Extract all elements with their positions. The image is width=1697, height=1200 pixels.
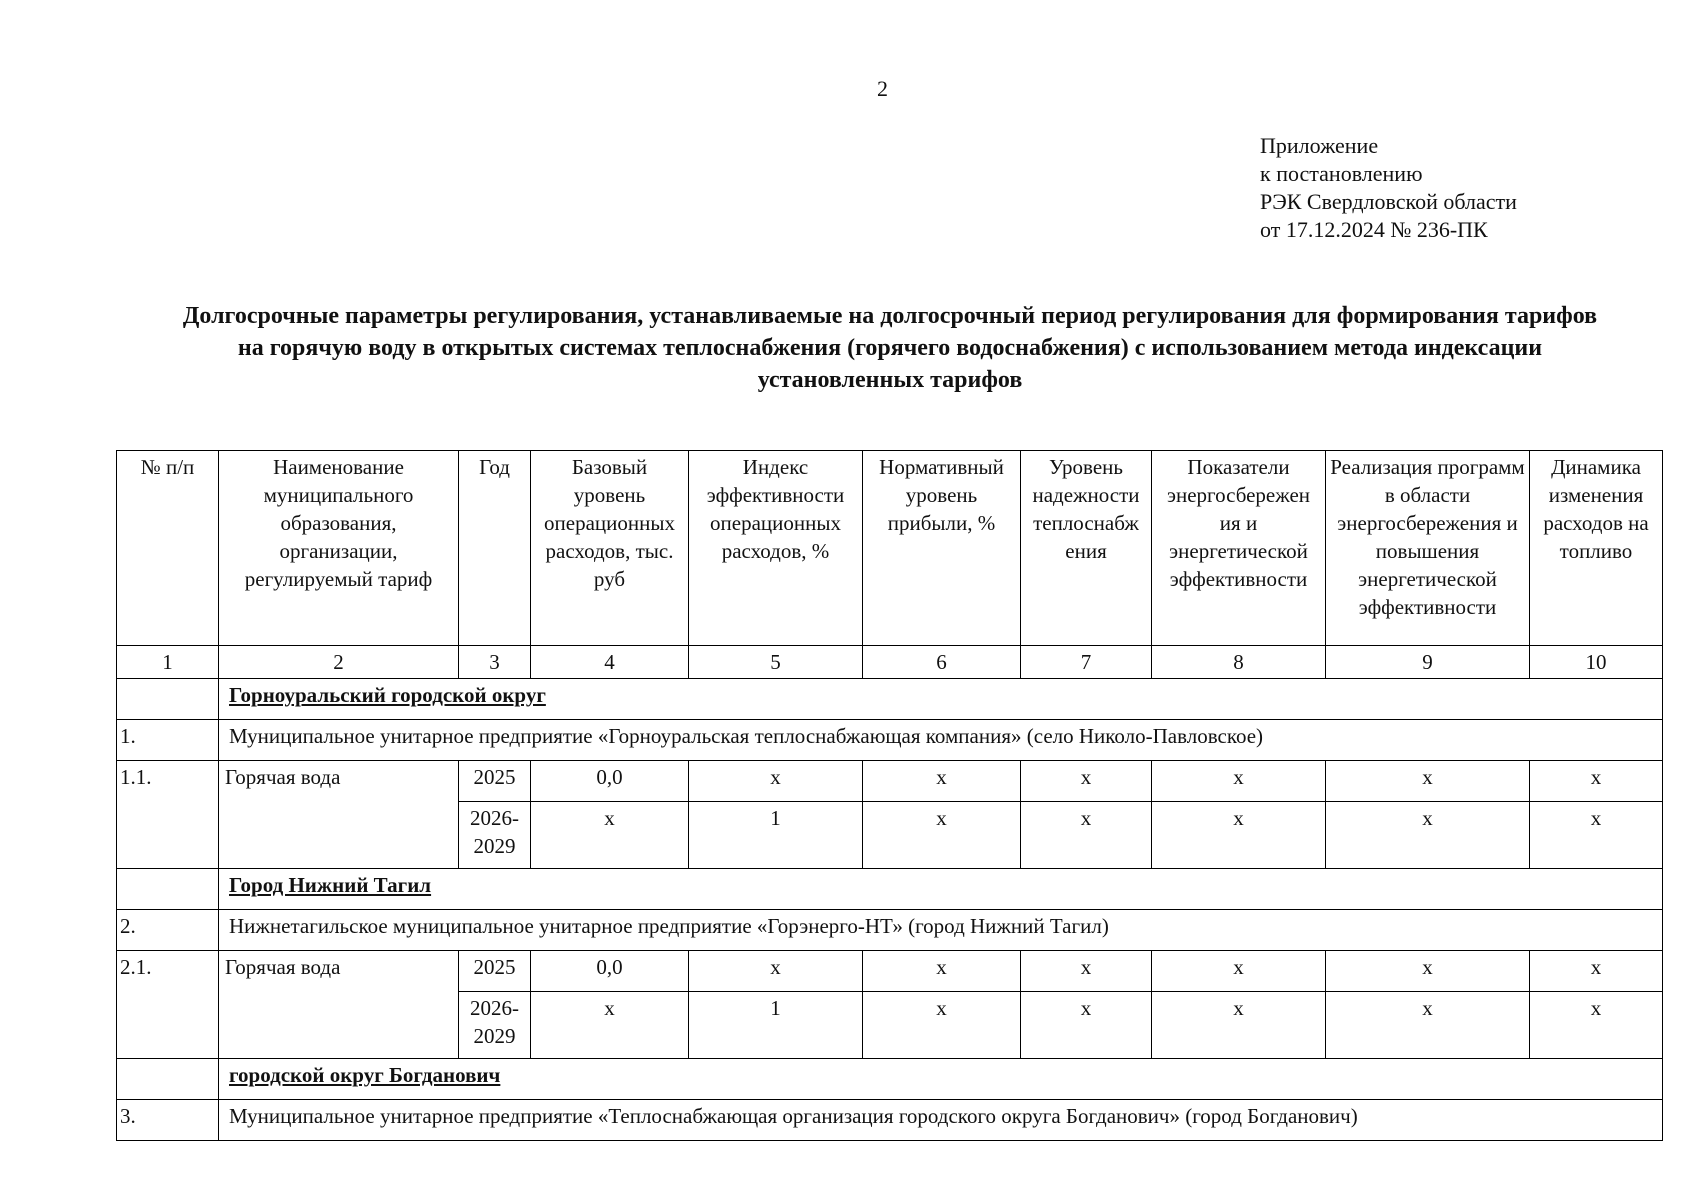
header-cell: Реализация программ в области энергосбережения и повышения энергетической эффективности bbox=[1326, 451, 1530, 646]
year-cell: 2026-2029 bbox=[459, 802, 531, 869]
organization-row bbox=[117, 1100, 1663, 1141]
value-cell: x bbox=[1530, 761, 1663, 802]
value-cell: x bbox=[1021, 951, 1152, 992]
column-number: 10 bbox=[1530, 646, 1663, 679]
value-cell: x bbox=[863, 802, 1021, 869]
value-cell: x bbox=[689, 951, 863, 992]
value-cell: x bbox=[1326, 761, 1530, 802]
value-cell: x bbox=[1326, 992, 1530, 1059]
header-cell: Базовый уровень операционных расходов, тыс. руб bbox=[531, 451, 689, 646]
header-cell: Динамика изменения расходов на топливо bbox=[1530, 451, 1663, 646]
organization-number: 3. bbox=[117, 1100, 219, 1141]
municipality-row bbox=[117, 869, 1663, 910]
municipality-name: городской округ Богданович bbox=[219, 1059, 1663, 1100]
municipality-row bbox=[117, 679, 1663, 720]
municipality-row bbox=[117, 1059, 1663, 1100]
appendix-block bbox=[1260, 132, 1517, 244]
value-cell: x bbox=[1021, 992, 1152, 1059]
organization-name: Нижнетагильское муниципальное унитарное предприятие «Горэнерго-НТ» (город Нижний Тагил) bbox=[219, 910, 1663, 951]
header-cell: Индекс эффективности операционных расходов, % bbox=[689, 451, 863, 646]
organization-row bbox=[117, 720, 1663, 761]
column-number-row bbox=[117, 646, 1663, 679]
header-cell: Уровень надежности теплоснабж ения bbox=[1021, 451, 1152, 646]
item-number: 1.1. bbox=[117, 761, 219, 869]
header-row bbox=[117, 451, 1663, 646]
value-cell: x bbox=[863, 761, 1021, 802]
year-cell: 2025 bbox=[459, 951, 531, 992]
value-cell: 0,0 bbox=[531, 951, 689, 992]
value-cell: 1 bbox=[689, 802, 863, 869]
year-cell: 2025 bbox=[459, 761, 531, 802]
organization-row bbox=[117, 910, 1663, 951]
value-cell: x bbox=[863, 951, 1021, 992]
header-cell: Год bbox=[459, 451, 531, 646]
tariff-name: Горячая вода bbox=[219, 761, 459, 869]
column-number: 7 bbox=[1021, 646, 1152, 679]
municipality-name: Горноуральский городской округ bbox=[219, 679, 1663, 720]
document-title: Долгосрочные параметры регулирования, устанавливаемые на долгосрочный период регулирования для формирования тарифов на горячую воду в открытых системах теплоснабжения (горячего водоснабжения) с использованием метода индексации установленных тарифов bbox=[182, 303, 1598, 393]
header-cell: Показатели энергосбережен ия и энергетической эффективности bbox=[1152, 451, 1326, 646]
value-cell: x bbox=[1152, 992, 1326, 1059]
value-cell: x bbox=[1326, 802, 1530, 869]
appendix-date-line: от 17.12.2024 № 236-ПК bbox=[1260, 217, 1488, 242]
column-number: 9 bbox=[1326, 646, 1530, 679]
value-cell: x bbox=[1530, 992, 1663, 1059]
value-cell: x bbox=[863, 992, 1021, 1059]
value-cell: x bbox=[1152, 802, 1326, 869]
value-cell: x bbox=[689, 761, 863, 802]
appendix-line: РЭК Свердловской области bbox=[1260, 189, 1517, 214]
year-cell: 2026-2029 bbox=[459, 992, 531, 1059]
municipality-name: Город Нижний Тагил bbox=[219, 869, 1663, 910]
column-number: 8 bbox=[1152, 646, 1326, 679]
organization-name: Муниципальное унитарное предприятие «Горноуральская теплоснабжающая компания» (село Николо-Павловское) bbox=[219, 720, 1663, 761]
column-number: 1 bbox=[117, 646, 219, 679]
value-cell: 1 bbox=[689, 992, 863, 1059]
column-number: 4 bbox=[531, 646, 689, 679]
column-number: 5 bbox=[689, 646, 863, 679]
value-cell: x bbox=[1021, 802, 1152, 869]
value-cell: x bbox=[1326, 951, 1530, 992]
value-cell: x bbox=[1152, 951, 1326, 992]
organization-number: 2. bbox=[117, 910, 219, 951]
column-number: 6 bbox=[863, 646, 1021, 679]
column-number: 2 bbox=[219, 646, 459, 679]
page-number: 2 bbox=[877, 76, 888, 101]
item-number: 2.1. bbox=[117, 951, 219, 1059]
column-number: 3 bbox=[459, 646, 531, 679]
value-cell: 0,0 bbox=[531, 761, 689, 802]
organization-number: 1. bbox=[117, 720, 219, 761]
value-cell: x bbox=[531, 992, 689, 1059]
value-cell: x bbox=[1021, 761, 1152, 802]
appendix-line: Приложение bbox=[1260, 133, 1379, 158]
tariff-name: Горячая вода bbox=[219, 951, 459, 1059]
value-cell: x bbox=[1152, 761, 1326, 802]
value-cell: x bbox=[1530, 951, 1663, 992]
appendix-line: к постановлению bbox=[1260, 161, 1423, 186]
parameters-table bbox=[116, 450, 1663, 1141]
header-cell: № п/п bbox=[117, 451, 219, 646]
table-row bbox=[117, 761, 1663, 802]
header-cell: Наименование муниципального образования, организации, регулируемый тариф bbox=[219, 451, 459, 646]
header-cell: Нормативный уровень прибыли, % bbox=[863, 451, 1021, 646]
value-cell: x bbox=[1530, 802, 1663, 869]
table-row bbox=[117, 951, 1663, 992]
value-cell: x bbox=[531, 802, 689, 869]
organization-name: Муниципальное унитарное предприятие «Теплоснабжающая организация городского округа Богданович» (город Богданович) bbox=[219, 1100, 1663, 1141]
